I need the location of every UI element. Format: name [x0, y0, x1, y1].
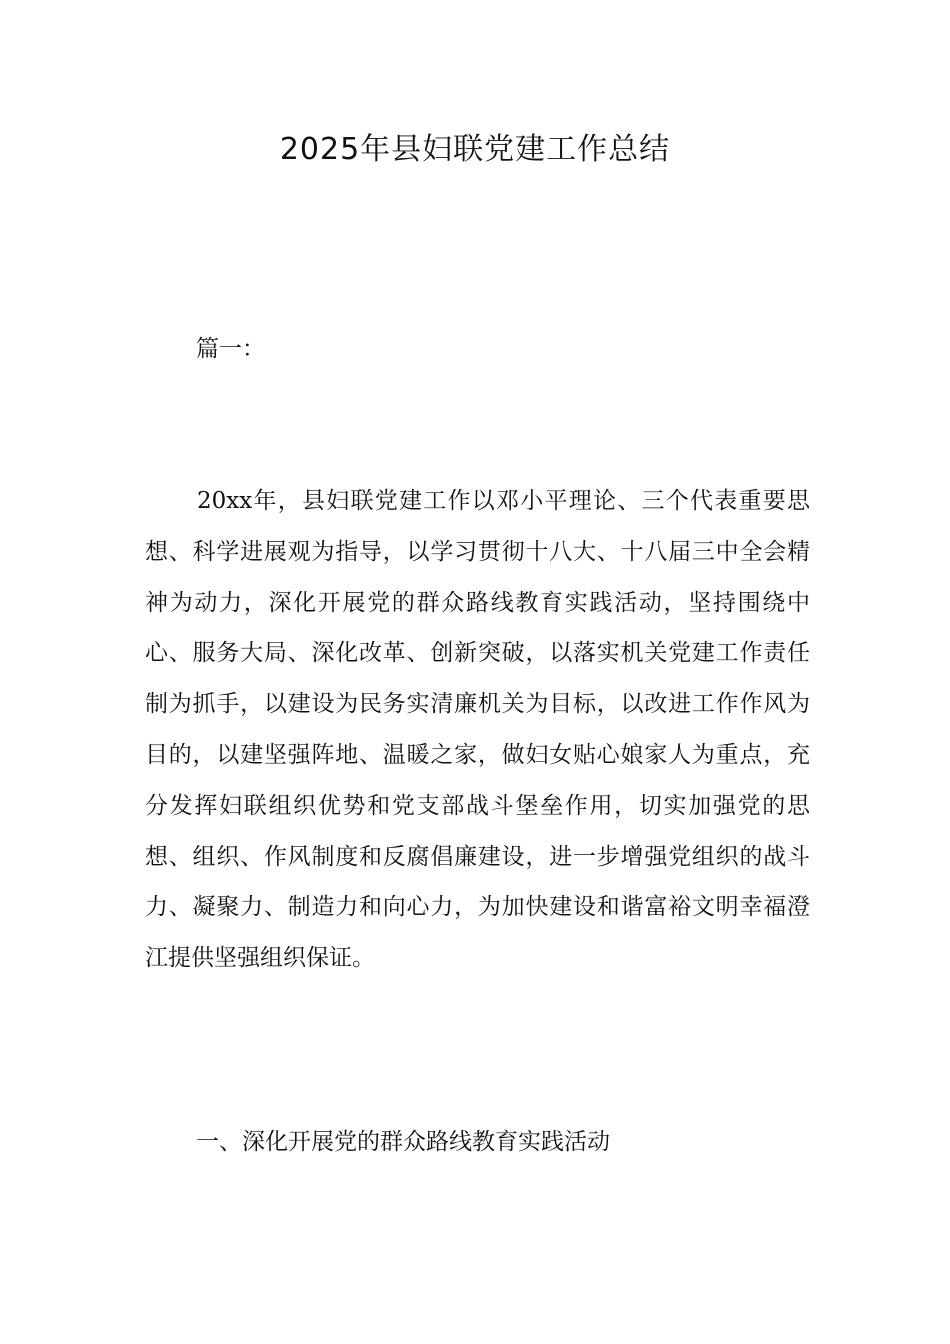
document-title: 2025年县妇联党建工作总结 [279, 132, 671, 167]
section-label: 篇一： [196, 336, 265, 362]
sub-heading: 一、深化开展党的群众路线教育实践活动 [196, 1129, 610, 1155]
body-paragraph: 20xx年，县妇联党建工作以邓小平理论、三个代表重要思想、科学进展观为指导，以学习贯彻十八大、十八届三中全会精神为动力，深化开展党的群众路线教育实践活动，坚持围绕中心、服务大局、深化改革、创新突破，以落实机关党建工作责任制为抓手，以建设为民务实清廉机关为目标，以改进工作作风为目的，以建坚强阵地、温暖之家，做妇女贴心娘家人为重点，充分发挥妇联组织优势和党支部战斗堡垒作用，切实加强党的思想、组织、作风制度和反腐倡廉建设，进一步增强党组织的战斗力、凝聚力、制造力和向心力，为加快建设和谐富裕文明幸福澄江提供坚强组织保证。 [145, 488, 810, 972]
